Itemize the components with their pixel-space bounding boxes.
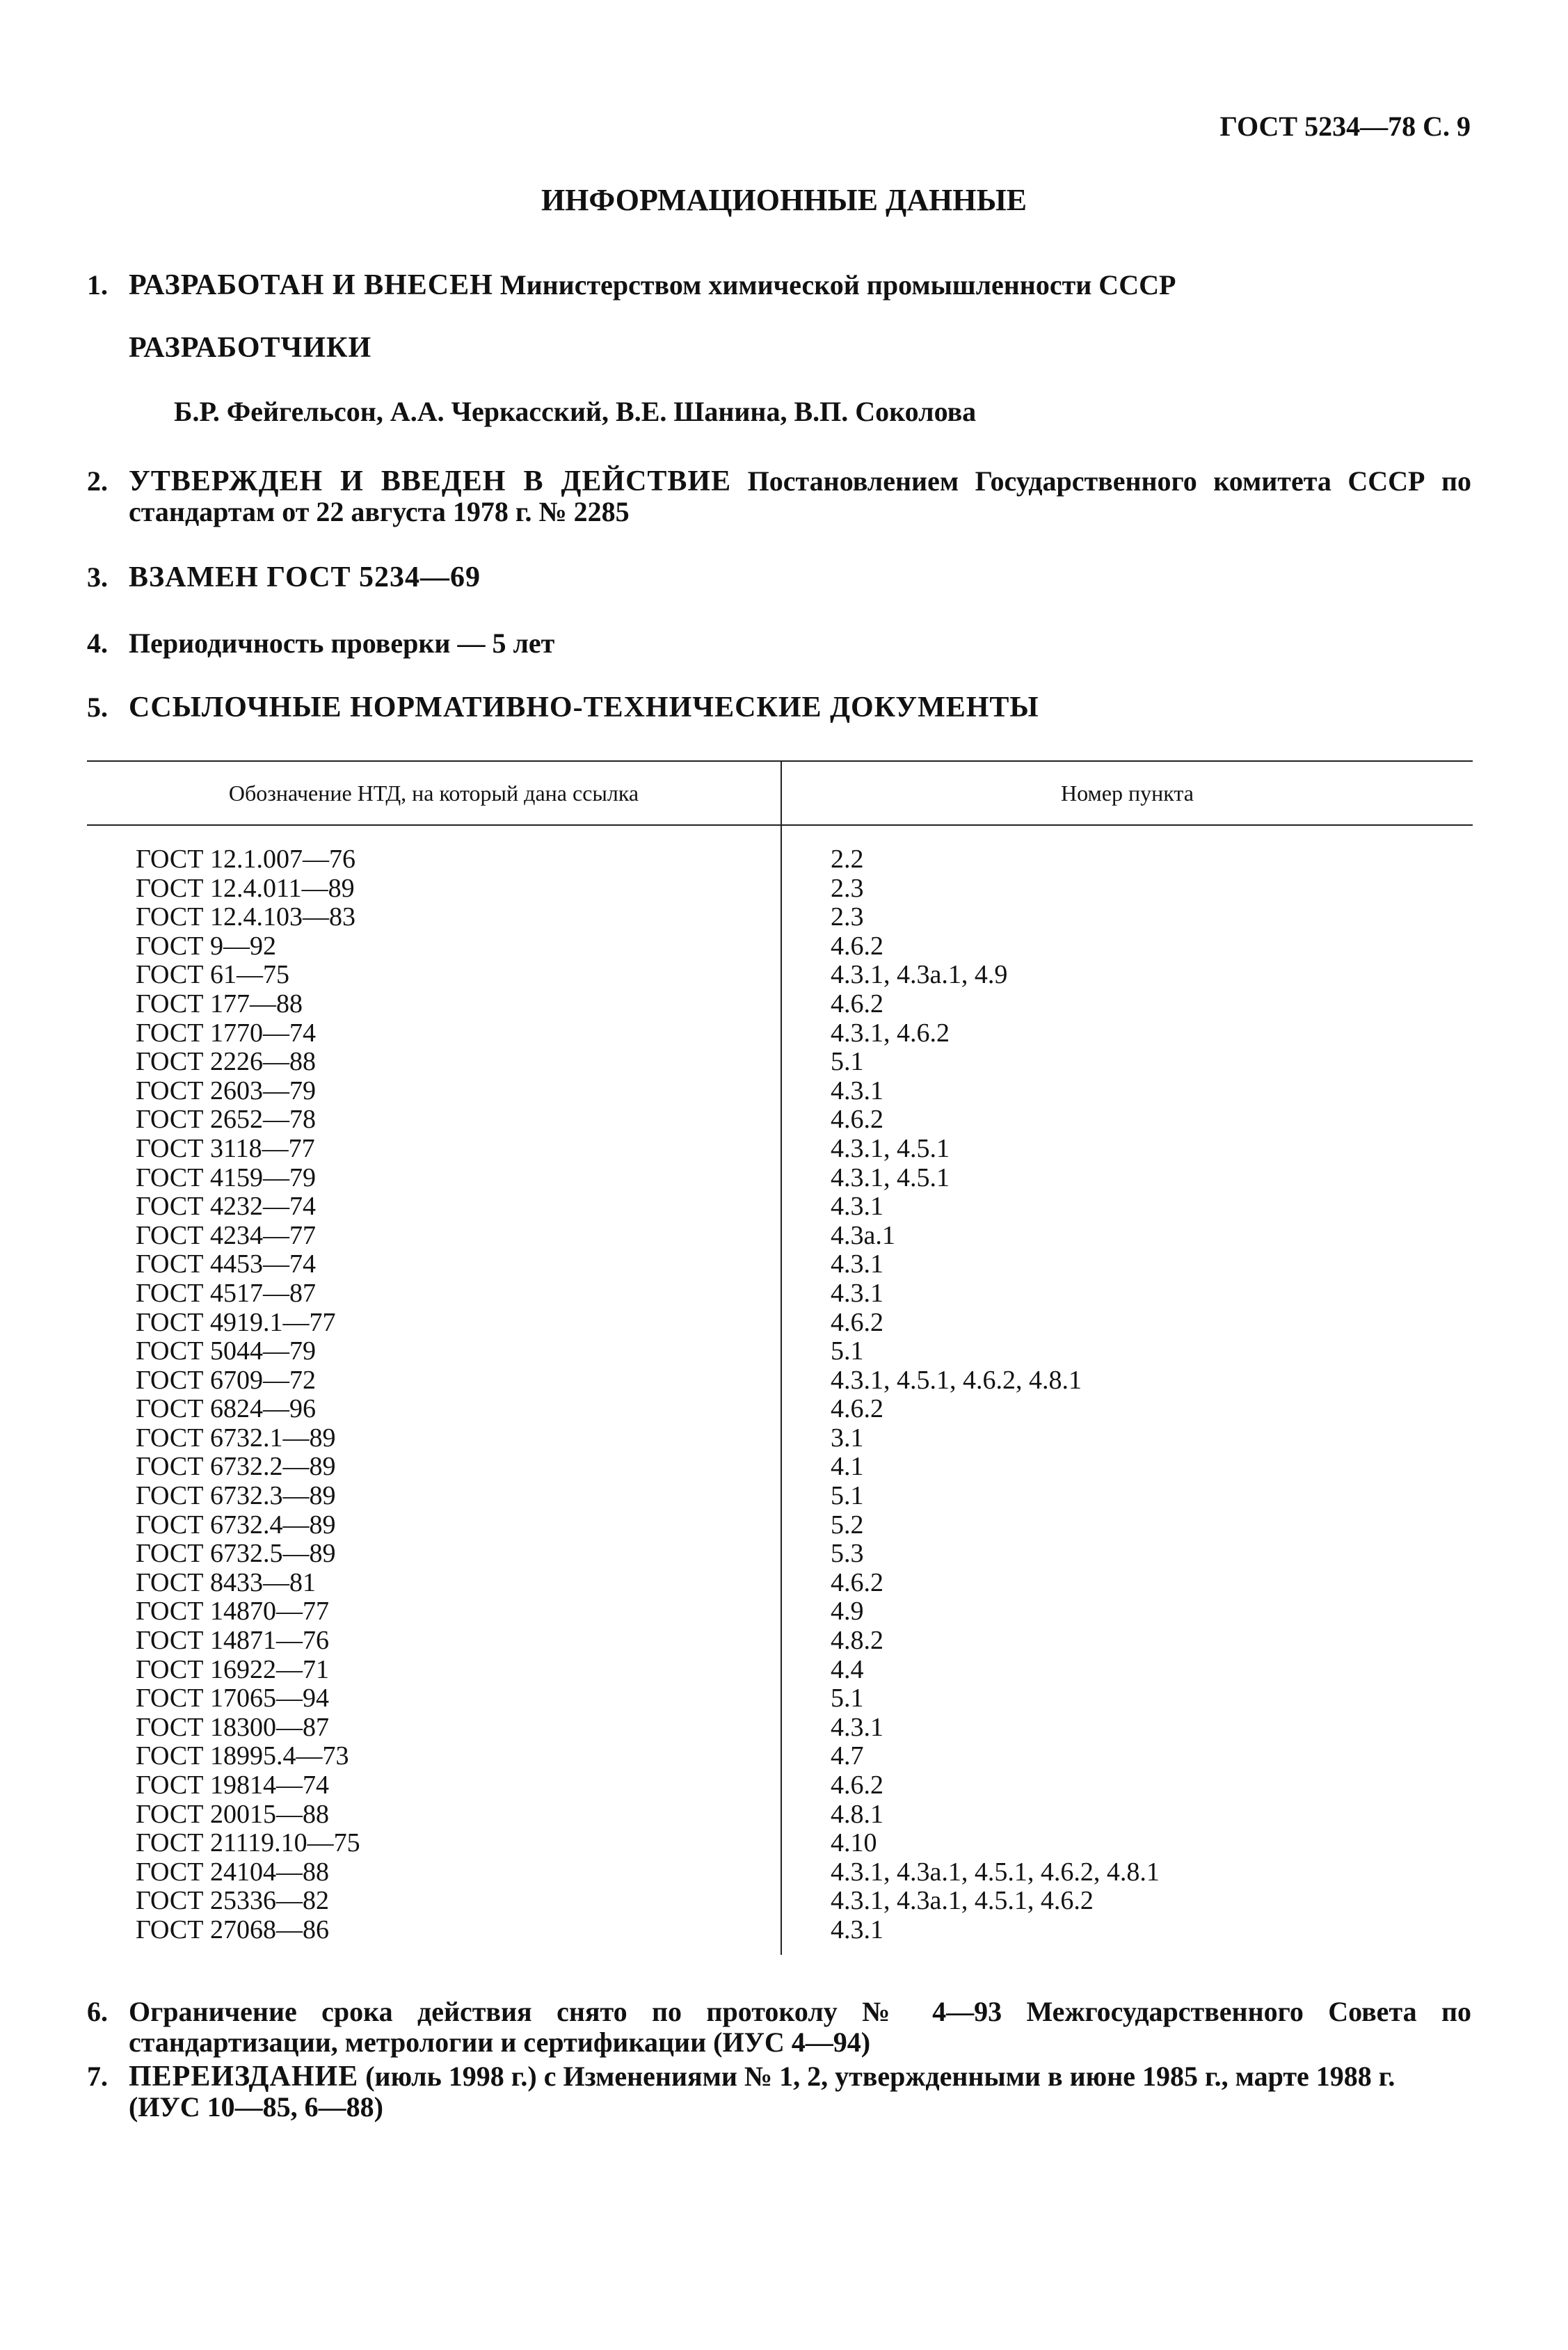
clause-number: 4.7 [831, 1741, 864, 1771]
clause-number: 4.3.1 [831, 1249, 883, 1279]
referenced-document: ГОСТ 17065—94 [87, 1684, 781, 1713]
clause-number: 4.10 [831, 1828, 877, 1858]
table-row [87, 1626, 1473, 1656]
reference-table [87, 760, 1473, 1955]
clause-number: 4.3.1, 4.3а.1, 4.5.1, 4.6.2, 4.8.1 [831, 1857, 1160, 1887]
referenced-document: ГОСТ 6824—96 [87, 1395, 781, 1424]
referenced-document: ГОСТ 4453—74 [87, 1250, 781, 1279]
referenced-document: ГОСТ 1770—74 [87, 1019, 781, 1048]
clause-number: 4.6.2 [831, 1771, 883, 1800]
clause-number: 4.1 [831, 1452, 864, 1482]
table-row [87, 990, 1473, 1019]
clause-number: 4.6.2 [831, 989, 883, 1018]
clause-number: 5.1 [831, 1336, 864, 1366]
referenced-document: ГОСТ 61—75 [87, 961, 781, 990]
clause-number: 4.6.2 [831, 1307, 883, 1337]
table-row [87, 825, 1473, 874]
clause-number: 4.6.2 [831, 1394, 883, 1424]
clause-number: 4.3.1, 4.5.1, 4.6.2, 4.8.1 [831, 1365, 1082, 1395]
table-row [87, 1366, 1473, 1396]
clause-number: 4.3.1, 4.5.1 [831, 1162, 950, 1192]
section-1-caption: РАЗРАБОТАН И ВНЕСЕН [129, 269, 493, 301]
referenced-document: ГОСТ 25336—82 [87, 1887, 781, 1916]
table-row [87, 1713, 1473, 1743]
section-3-caption: ВЗАМЕН ГОСТ 5234—69 [129, 561, 481, 593]
table-row [87, 1800, 1473, 1830]
referenced-document: ГОСТ 4919.1—77 [87, 1309, 781, 1338]
table-row [87, 1279, 1473, 1309]
referenced-document: ГОСТ 12.4.011—89 [87, 874, 781, 904]
section-1 [87, 270, 1471, 301]
table-row [87, 1482, 1473, 1511]
clause-number: 2.2 [831, 845, 864, 874]
table-row [87, 932, 1473, 961]
document-title: ИНФОРМАЦИОННЫЕ ДАННЫЕ [541, 183, 1027, 217]
table-row [87, 1742, 1473, 1771]
referenced-document: ГОСТ 24104—88 [87, 1858, 781, 1887]
clause-number: 4.3.1, 4.3а.1, 4.9 [831, 960, 1008, 990]
section-2-number: 2. [87, 465, 108, 497]
table-row [87, 1048, 1473, 1077]
column-header-document: Обозначение НТД, на который дана ссылка [87, 761, 781, 825]
clause-number: 5.1 [831, 1047, 864, 1077]
referenced-document: ГОСТ 12.4.103—83 [87, 903, 781, 932]
section-6 [87, 1997, 1471, 2058]
section-7-number: 7. [87, 2061, 108, 2092]
table-row [87, 1135, 1473, 1164]
referenced-document: ГОСТ 14871—76 [87, 1626, 781, 1656]
table-row [87, 1222, 1473, 1251]
section-3-number: 3. [87, 561, 108, 593]
table-row [87, 1192, 1473, 1222]
section-2 [87, 466, 1471, 527]
clause-number: 4.3.1, 4.6.2 [831, 1018, 950, 1048]
clause-number: 4.3.1, 4.5.1 [831, 1133, 950, 1163]
table-row [87, 1105, 1473, 1135]
clause-number: 2.3 [831, 873, 864, 903]
clause-number: 4.6.2 [831, 931, 883, 961]
referenced-document: ГОСТ 14870—77 [87, 1597, 781, 1626]
clause-number: 4.6.2 [831, 1105, 883, 1135]
referenced-document: ГОСТ 21119.10—75 [87, 1829, 781, 1858]
table-body [87, 825, 1473, 1955]
clause-number: 4.4 [831, 1654, 864, 1684]
table-row [87, 1250, 1473, 1279]
table-row [87, 1771, 1473, 1800]
section-2-caption: УТВЕРЖДЕН И ВВЕДЕН В ДЕЙСТВИЕ [129, 465, 732, 497]
table-row [87, 1337, 1473, 1366]
table-row [87, 1395, 1473, 1424]
referenced-document: ГОСТ 177—88 [87, 990, 781, 1019]
referenced-document: ГОСТ 2603—79 [87, 1077, 781, 1106]
clause-number: 5.2 [831, 1510, 864, 1540]
referenced-document: ГОСТ 12.1.007—76 [87, 825, 781, 874]
referenced-document: ГОСТ 6709—72 [87, 1366, 781, 1396]
clause-number: 4.3.1 [831, 1712, 883, 1742]
clause-number: 4.6.2 [831, 1567, 883, 1597]
referenced-document: ГОСТ 2652—78 [87, 1105, 781, 1135]
clause-number: 4.3.1 [831, 1278, 883, 1308]
table-row [87, 874, 1473, 904]
clause-number: 4.3.1 [831, 1915, 883, 1944]
clause-number: 4.3а.1 [831, 1220, 895, 1250]
table-row [87, 1540, 1473, 1569]
table-row [87, 1424, 1473, 1453]
table-row [87, 1569, 1473, 1598]
developers-list: Б.Р. Фейгельсон, А.А. Черкасский, В.Е. Шанина, В.П. Соколова [174, 396, 977, 427]
referenced-document: ГОСТ 3118—77 [87, 1135, 781, 1164]
referenced-document: ГОСТ 20015—88 [87, 1800, 781, 1830]
referenced-document: ГОСТ 27068—86 [87, 1916, 781, 1955]
developers-caption: РАЗРАБОТЧИКИ [129, 332, 372, 364]
table-row [87, 1019, 1473, 1048]
section-1-number: 1. [87, 269, 108, 301]
referenced-document: ГОСТ 19814—74 [87, 1771, 781, 1800]
clause-number: 5.1 [831, 1481, 864, 1511]
table-row [87, 1453, 1473, 1482]
section-2-body [129, 466, 1471, 527]
section-7-text: (июль 1998 г.) с Изменениями № 1, 2, утвержденными в июне 1985 г., марте 1988 г. (ИУС 10—85, 6—88) [129, 2061, 1395, 2123]
table-row [87, 1684, 1473, 1713]
table-row [87, 1164, 1473, 1193]
table-row [87, 1309, 1473, 1338]
section-4-number: 4. [87, 628, 108, 659]
column-header-clause: Номер пункта [781, 761, 1473, 825]
clause-number: 4.3.1 [831, 1192, 883, 1222]
table-row [87, 1916, 1473, 1955]
table-header-row [87, 761, 1473, 825]
referenced-document: ГОСТ 6732.1—89 [87, 1424, 781, 1453]
referenced-document: ГОСТ 9—92 [87, 932, 781, 961]
referenced-document: ГОСТ 6732.5—89 [87, 1540, 781, 1569]
referenced-document: ГОСТ 6732.2—89 [87, 1453, 781, 1482]
table-row [87, 903, 1473, 932]
referenced-document: ГОСТ 16922—71 [87, 1656, 781, 1685]
section-1-text: Министерством химической промышленности СССР [499, 269, 1176, 301]
page-header: ГОСТ 5234—78 С. 9 [1219, 111, 1471, 142]
referenced-document: ГОСТ 2226—88 [87, 1048, 781, 1077]
referenced-document: ГОСТ 4232—74 [87, 1192, 781, 1222]
referenced-document: ГОСТ 4234—77 [87, 1222, 781, 1251]
section-7-body [129, 2061, 1471, 2123]
table-row [87, 1597, 1473, 1626]
section-5-number: 5. [87, 692, 108, 723]
table-row [87, 961, 1473, 990]
referenced-document: ГОСТ 4517—87 [87, 1279, 781, 1309]
section-4 [87, 628, 1471, 659]
clause-number: 4.3.1, 4.3а.1, 4.5.1, 4.6.2 [831, 1886, 1094, 1916]
section-5 [87, 692, 1471, 723]
section-6-number: 6. [87, 1996, 108, 2027]
referenced-document: ГОСТ 18300—87 [87, 1713, 781, 1743]
section-3 [87, 562, 1471, 593]
table-row [87, 1656, 1473, 1685]
section-7 [87, 2061, 1471, 2123]
clause-number: 4.9 [831, 1597, 864, 1626]
clause-number: 4.3.1 [831, 1076, 883, 1105]
clause-number: 5.3 [831, 1539, 864, 1569]
clause-number: 4.8.1 [831, 1799, 883, 1829]
referenced-document: ГОСТ 4159—79 [87, 1164, 781, 1193]
section-6-text: Ограничение срока действия снято по протоколу № 4—93 Межгосударственного Совета по стандартизации, метрологии и сертификации (ИУС 4—94) [129, 1996, 1471, 2058]
section-2-text: Постановлением Государственного комитета СССР по стандартам от 22 августа 1978 г. № 2285 [129, 465, 1472, 527]
referenced-document: ГОСТ 6732.4—89 [87, 1511, 781, 1540]
table-row [87, 1829, 1473, 1858]
referenced-document: ГОСТ 5044—79 [87, 1337, 781, 1366]
referenced-document: ГОСТ 6732.3—89 [87, 1482, 781, 1511]
referenced-document: ГОСТ 18995.4—73 [87, 1742, 781, 1771]
section-4-text: Периодичность проверки — 5 лет [129, 628, 555, 659]
section-7-caption: ПЕРЕИЗДАНИЕ [129, 2061, 359, 2093]
section-5-caption: ССЫЛОЧНЫЕ НОРМАТИВНО-ТЕХНИЧЕСКИЕ ДОКУМЕНТЫ [129, 692, 1039, 724]
table-row [87, 1077, 1473, 1106]
clause-number: 5.1 [831, 1684, 864, 1713]
clause-number: 2.3 [831, 902, 864, 932]
table-row [87, 1511, 1473, 1540]
clause-number: 4.8.2 [831, 1626, 883, 1656]
table-row [87, 1858, 1473, 1887]
table-row [87, 1887, 1473, 1916]
clause-number: 3.1 [831, 1423, 864, 1453]
referenced-document: ГОСТ 8433—81 [87, 1569, 781, 1598]
